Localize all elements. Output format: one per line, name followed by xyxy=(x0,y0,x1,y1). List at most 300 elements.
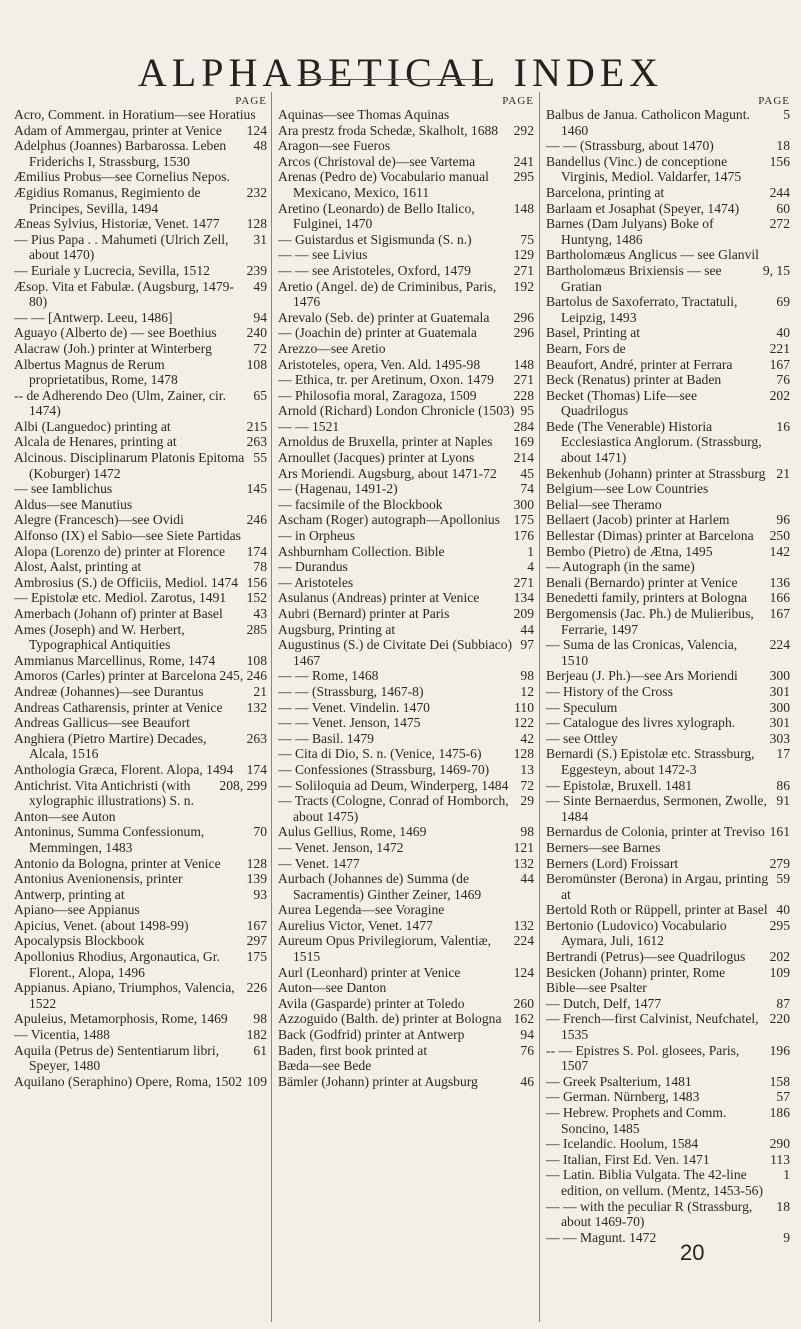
entry-page-ref: 134 xyxy=(513,590,534,606)
index-entry xyxy=(278,996,534,1012)
entry-page-ref: 98 xyxy=(253,1011,267,1027)
entry-page-ref: 136 xyxy=(769,574,790,590)
index-entry xyxy=(14,481,267,497)
index-entry xyxy=(14,871,267,887)
entry-heading: — — see Livius xyxy=(278,247,368,263)
index-entry xyxy=(278,279,534,310)
index-entry xyxy=(278,544,534,560)
entry-page-ref: 76 xyxy=(776,372,790,388)
index-entry xyxy=(278,606,534,622)
entry-page-ref: 176 xyxy=(513,528,534,544)
entry-heading: — Ethica, tr. per Aretinum, Oxon. 1479 xyxy=(278,372,494,388)
entry-heading: — — Magunt. 1472 xyxy=(546,1229,657,1245)
entry-page-ref: 29 xyxy=(520,793,534,809)
index-entry xyxy=(546,668,790,684)
entry-heading: — Epistolæ, Bruxell. 1481 xyxy=(546,777,693,793)
entry-page-ref: 271 xyxy=(513,574,534,590)
index-entry xyxy=(14,856,267,872)
entry-page-ref: 221 xyxy=(769,340,790,356)
index-entry xyxy=(546,840,790,856)
page-column-header: PAGE xyxy=(502,95,534,107)
entry-page-ref: 272 xyxy=(769,216,790,232)
entry-heading: Alegre (Francesch)—see Ovidi xyxy=(14,512,184,528)
entry-heading: — Sinte Bernaerdus, Sermonen, Zwolle, 1484 xyxy=(546,793,767,824)
entry-heading: Bartholomæus Anglicus — see Glanvil xyxy=(546,247,759,263)
index-entry xyxy=(14,341,267,357)
index-entry xyxy=(14,450,267,481)
entry-page-ref: 12 xyxy=(520,683,534,699)
entry-page-ref: 167 xyxy=(246,917,267,933)
index-entry xyxy=(278,1058,534,1074)
entry-heading: Bämler (Johann) printer at Augsburg xyxy=(278,1073,478,1089)
entry-page-ref: 226 xyxy=(246,980,267,996)
entry-heading: Azzoguido (Balth. de) printer at Bologna xyxy=(278,1011,502,1027)
entry-heading: — (Joachin de) printer at Guatemala xyxy=(278,325,477,341)
entry-heading: Alcinous. Disciplinarum Platonis Epitoma (Koburger) 1472 xyxy=(14,450,245,481)
index-entry xyxy=(278,434,534,450)
entry-heading: — — see Aristoteles, Oxford, 1479 xyxy=(278,262,471,278)
entry-heading: — Venet. Jenson, 1472 xyxy=(278,839,404,855)
entry-heading: — — Basil. 1479 xyxy=(278,730,374,746)
entry-heading: Andreas Gallicus—see Beaufort xyxy=(14,715,190,731)
entry-page-ref: 122 xyxy=(513,715,534,731)
entry-heading: Albi (Languedoc) printing at xyxy=(14,418,171,434)
index-entry xyxy=(278,450,534,466)
entry-heading: Ashburnham Collection. Bible xyxy=(278,543,445,559)
index-entry xyxy=(546,856,790,872)
index-entry xyxy=(546,637,790,668)
entry-heading: Albertus Magnus de Rerum proprietatibus, Rome, 1478 xyxy=(14,356,178,388)
entry-heading: — — (Strassburg, about 1470) xyxy=(546,138,714,154)
entry-heading: Ascham (Roger) autograph—Apollonius xyxy=(278,512,500,528)
entry-heading: Aquilano (Seraphino) Opere, Roma, 1502 xyxy=(14,1073,243,1089)
index-entry xyxy=(546,1230,790,1246)
index-entry xyxy=(546,1152,790,1168)
entry-page-ref: 43 xyxy=(253,606,267,621)
entry-page-ref: 156 xyxy=(769,153,790,169)
index-entry xyxy=(546,466,790,482)
entry-page-ref: 152 xyxy=(246,590,267,606)
entry-page-ref: 215 xyxy=(246,418,267,434)
entry-heading: Augustinus (S.) de Civitate Dei (Subbiaco) 1467 xyxy=(278,637,513,668)
index-entry xyxy=(14,512,267,528)
entry-page-ref: 263 xyxy=(246,434,267,450)
index-entry xyxy=(546,1089,790,1105)
entry-heading: Ammianus Marcellinus, Rome, 1474 xyxy=(14,652,216,668)
entry-page-ref: 142 xyxy=(769,543,790,559)
index-entry xyxy=(14,622,267,653)
entry-heading: Bandellus (Vinc.) de conceptione Virginis, Mediol. Valdarfer, 1475 xyxy=(546,153,742,185)
index-entry xyxy=(14,419,267,435)
index-entry xyxy=(14,949,267,980)
entry-heading: Æneas Sylvius, Historiæ, Venet. 1477 xyxy=(14,216,220,232)
index-entry xyxy=(14,1027,267,1043)
entry-heading: Aretino (Leonardo) de Bello Italico, Fulginei, 1470 xyxy=(278,200,475,232)
entry-page-ref: 208, 299 xyxy=(219,777,267,793)
entry-heading: Antonius Avenionensis, printer xyxy=(14,871,183,887)
index-entry xyxy=(546,902,790,918)
index-entry xyxy=(14,668,267,684)
entry-heading: Auton—see Danton xyxy=(278,980,387,996)
entry-page-ref: 220 xyxy=(769,1011,790,1027)
index-entry xyxy=(546,824,790,840)
entry-heading: Belial—see Theramo xyxy=(546,496,662,512)
index-entry xyxy=(278,793,534,824)
entry-heading: Beromünster (Berona) in Argau, printing at xyxy=(546,871,769,902)
entry-heading: Bertrandi (Petrus)—see Quadrilogus xyxy=(546,949,746,965)
index-entry xyxy=(278,107,534,123)
entry-page-ref: 285 xyxy=(246,621,267,637)
entry-page-ref: 13 xyxy=(520,761,534,777)
entry-heading: Avila (Gasparde) printer at Toledo xyxy=(278,995,465,1011)
index-entry xyxy=(278,388,534,404)
entry-heading: Beaufort, André, printer at Ferrara xyxy=(546,356,733,372)
index-entry xyxy=(278,357,534,373)
entry-heading: — Epistolæ etc. Mediol. Zarotus, 1491 xyxy=(14,590,227,606)
entry-page-ref: 297 xyxy=(246,933,267,949)
index-entry xyxy=(14,497,267,513)
entry-heading: Ara prestz froda Schedæ, Skalholt, 1688 xyxy=(278,122,499,138)
index-entry xyxy=(278,1074,534,1090)
entry-heading: Alost, Aalst, printing at xyxy=(14,559,142,575)
index-entry xyxy=(278,263,534,279)
entry-page-ref: 295 xyxy=(513,169,534,185)
index-entry xyxy=(546,138,790,154)
entry-heading: Back (Godfrid) printer at Antwerp xyxy=(278,1027,465,1043)
index-entry xyxy=(546,980,790,996)
index-entry xyxy=(546,294,790,325)
index-entry xyxy=(546,996,790,1012)
index-entry xyxy=(278,980,534,996)
entry-heading: Balbus de Janua. Catholicon Magunt. 1460 xyxy=(546,107,750,138)
index-entry xyxy=(14,216,267,232)
entry-heading: Bede (The Venerable) Historia Ecclesiastica Anglorum. (Strassburg, about 1471) xyxy=(546,418,762,466)
entry-page-ref: 109 xyxy=(769,964,790,980)
entry-heading: Aragon—see Fueros xyxy=(278,138,391,154)
entry-heading: Asulanus (Andreas) printer at Venice xyxy=(278,590,480,606)
entry-heading: Alfonso (IX) el Sabio—see Siete Partidas xyxy=(14,528,241,544)
index-entry xyxy=(278,528,534,544)
entry-page-ref: 94 xyxy=(253,309,267,325)
entry-page-ref: 49 xyxy=(253,278,267,294)
entry-heading: — Confessiones (Strassburg, 1469-70) xyxy=(278,761,490,777)
entry-heading: Aureum Opus Privilegiorum, Valentiæ, 1515 xyxy=(278,933,492,965)
entry-page-ref: 129 xyxy=(513,247,534,263)
index-entry xyxy=(14,325,267,341)
index-entry xyxy=(278,138,534,154)
index-entry xyxy=(278,918,534,934)
entry-heading: Antwerp, printing at xyxy=(14,886,125,902)
index-entry xyxy=(546,1105,790,1136)
index-entry xyxy=(278,575,534,591)
entry-page-ref: 124 xyxy=(246,122,267,138)
index-entry xyxy=(546,700,790,716)
index-entry xyxy=(14,933,267,949)
entry-page-ref: 44 xyxy=(520,621,534,637)
entry-page-ref: 228 xyxy=(513,387,534,403)
index-entry xyxy=(14,388,267,419)
entry-page-ref: 301 xyxy=(769,683,790,699)
index-entry xyxy=(546,512,790,528)
entry-heading: — — Rome, 1468 xyxy=(278,668,379,684)
entry-page-ref: 167 xyxy=(769,356,790,372)
index-entry xyxy=(278,154,534,170)
index-entry xyxy=(546,372,790,388)
entry-page-ref: 18 xyxy=(776,138,790,154)
entry-heading: — Autograph (in the same) xyxy=(546,559,695,575)
entry-page-ref: 59 xyxy=(776,871,790,887)
index-entry xyxy=(546,357,790,373)
entry-page-ref: 128 xyxy=(246,216,267,232)
entry-heading: Augsburg, Printing at xyxy=(278,621,396,637)
entry-heading: Bellaert (Jacob) printer at Harlem xyxy=(546,512,730,528)
entry-heading: Berjeau (J. Ph.)—see Ars Moriendi xyxy=(546,668,738,684)
index-entry xyxy=(278,1043,534,1059)
index-entry xyxy=(14,809,267,825)
entry-heading: — Suma de las Cronicas, Valencia, 1510 xyxy=(546,637,738,668)
index-entry xyxy=(546,1199,790,1230)
entry-heading: Benali (Bernardo) printer at Venice xyxy=(546,574,738,590)
entry-page-ref: 263 xyxy=(246,730,267,746)
entry-page-ref: 167 xyxy=(769,606,790,621)
entry-heading: Alacraw (Joh.) printer at Winterberg xyxy=(14,340,212,356)
entry-heading: Adam of Ammergau, printer at Venice xyxy=(14,122,222,138)
title-rule xyxy=(300,79,490,80)
entry-heading: Aquila (Petrus de) Sententiarum libri, Speyer, 1480 xyxy=(14,1042,219,1074)
entry-page-ref: 86 xyxy=(776,777,790,793)
index-entry xyxy=(278,856,534,872)
entry-heading: Adelphus (Joannes) Barbarossa. Leben Friderichs I, Strassburg, 1530 xyxy=(14,138,227,169)
entry-page-ref: 158 xyxy=(769,1073,790,1089)
entry-page-ref: 31 xyxy=(253,231,267,247)
entry-list xyxy=(278,107,534,1089)
page-column-header: PAGE xyxy=(758,95,790,107)
entry-list xyxy=(14,107,267,1089)
entry-page-ref: 74 xyxy=(520,481,534,497)
index-entry xyxy=(546,201,790,217)
index-entry xyxy=(278,902,534,918)
index-entry xyxy=(14,232,267,263)
entry-page-ref: 9 xyxy=(783,1229,790,1245)
entry-heading: Apocalypsis Blockbook xyxy=(14,933,145,949)
entry-heading: Bertold Roth or Rüppell, printer at Basel xyxy=(546,902,768,918)
index-entry xyxy=(278,310,534,326)
index-entry xyxy=(278,466,534,482)
index-entry xyxy=(14,310,267,326)
entry-page-ref: 1 xyxy=(527,543,534,559)
entry-heading: Aurelius Victor, Venet. 1477 xyxy=(278,917,433,933)
entry-page-ref: 57 xyxy=(776,1089,790,1105)
index-entry xyxy=(546,918,790,949)
index-entry xyxy=(546,965,790,981)
index-entry xyxy=(278,824,534,840)
entry-page-ref: 224 xyxy=(769,637,790,653)
entry-heading: — Durandus xyxy=(278,559,348,575)
index-entry xyxy=(278,497,534,513)
entry-page-ref: 65 xyxy=(253,387,267,403)
entry-page-ref: 87 xyxy=(776,995,790,1011)
index-entry xyxy=(278,481,534,497)
entry-heading: Bergomensis (Jac. Ph.) de Mulieribus, Ferrarie, 1497 xyxy=(546,606,754,637)
entry-page-ref: 40 xyxy=(776,902,790,918)
index-entry xyxy=(278,840,534,856)
entry-page-ref: 292 xyxy=(513,122,534,138)
index-entry xyxy=(546,1011,790,1042)
entry-heading: — Dutch, Delf, 1477 xyxy=(546,995,662,1011)
entry-heading: — — [Antwerp. Leeu, 1486] xyxy=(14,309,173,325)
index-entry xyxy=(546,481,790,497)
index-column-2 xyxy=(278,95,534,1280)
page-column-header: PAGE xyxy=(235,95,267,107)
entry-heading: Barnes (Dam Julyans) Boke of Huntyng, 1486 xyxy=(546,216,714,247)
entry-heading: — — (Strassburg, 1467-8) xyxy=(278,683,424,699)
entry-page-ref: 121 xyxy=(513,839,534,855)
entry-heading: — (Hagenau, 1491-2) xyxy=(278,481,398,497)
entry-heading: Appianus. Apiano, Triumphos, Valencia, 1522 xyxy=(14,980,235,1011)
entry-heading: Bernardi (S.) Epistolæ etc. Strassburg, Eggesteyn, about 1472-3 xyxy=(546,746,755,777)
index-entry xyxy=(546,684,790,700)
entry-page-ref: 45 xyxy=(520,465,534,481)
entry-heading: Amerbach (Johann of) printer at Basel xyxy=(14,606,223,621)
index-entry xyxy=(278,403,534,419)
entry-heading: — Italian, First Ed. Ven. 1471 xyxy=(546,1151,710,1167)
entry-heading: Aurl (Leonhard) printer at Venice xyxy=(278,964,461,980)
index-entry xyxy=(278,715,534,731)
entry-page-ref: 132 xyxy=(513,855,534,871)
index-entry xyxy=(278,325,534,341)
index-entry xyxy=(14,169,267,185)
index-entry xyxy=(546,1043,790,1074)
index-entry xyxy=(278,933,534,964)
entry-heading: — — 1521 xyxy=(278,418,340,434)
entry-page-ref: 110 xyxy=(514,699,534,715)
entry-page-ref: 48 xyxy=(253,138,267,154)
entry-heading: Besicken (Johann) printer, Rome xyxy=(546,964,726,980)
entry-page-ref: 202 xyxy=(769,949,790,965)
entry-page-ref: 162 xyxy=(513,1011,534,1027)
entry-heading: Aurbach (Johannes de) Summa (de Sacramentis) Ginther Zeiner, 1469 xyxy=(278,871,482,902)
index-entry xyxy=(278,1027,534,1043)
entry-heading: Bartholomæus Brixiensis — see Gratian xyxy=(546,262,722,294)
entry-heading: Aurea Legenda—see Voragine xyxy=(278,902,445,918)
index-entry xyxy=(14,700,267,716)
entry-heading: Amoros (Carles) printer at Barcelona xyxy=(14,668,217,684)
index-entry xyxy=(278,201,534,232)
entry-page-ref: 96 xyxy=(776,512,790,528)
entry-page-ref: 55 xyxy=(253,450,267,466)
entry-heading: Aldus—see Manutius xyxy=(14,496,133,512)
entry-page-ref: 9, 15 xyxy=(762,262,790,278)
index-entry xyxy=(14,918,267,934)
entry-heading: — Soliloquia ad Deum, Winderperg, 1484 xyxy=(278,777,509,793)
entry-page-ref: 128 xyxy=(246,855,267,871)
entry-page-ref: 76 xyxy=(520,1042,534,1058)
entry-heading: — Aristoteles xyxy=(278,574,354,590)
index-entry xyxy=(14,434,267,450)
index-entry xyxy=(546,419,790,466)
entry-page-ref: 46 xyxy=(520,1073,534,1089)
entry-page-ref: 69 xyxy=(776,294,790,310)
entry-heading: Berners—see Barnes xyxy=(546,839,661,855)
entry-heading: Bearn, Fors de xyxy=(546,340,626,356)
entry-page-ref: 1 xyxy=(783,1167,790,1183)
entry-heading: Arnoldus de Bruxella, printer at Naples xyxy=(278,434,493,450)
entry-page-ref: 93 xyxy=(253,886,267,902)
entry-heading: Barlaam et Josaphat (Speyer, 1474) xyxy=(546,200,740,216)
entry-heading: — Euriale y Lucrecia, Sevilla, 1512 xyxy=(14,262,210,278)
entry-page-ref: 72 xyxy=(253,340,267,356)
entry-page-ref: 148 xyxy=(513,200,534,216)
index-entry xyxy=(546,154,790,185)
index-entry xyxy=(278,341,534,357)
entry-heading: Apuleius, Metamorphosis, Rome, 1469 xyxy=(14,1011,228,1027)
index-entry xyxy=(546,778,790,794)
index-entry xyxy=(546,544,790,560)
entry-page-ref: 169 xyxy=(513,434,534,450)
entry-heading: — German. Nürnberg, 1483 xyxy=(546,1089,700,1105)
entry-page-ref: 108 xyxy=(246,652,267,668)
entry-page-ref: 232 xyxy=(246,184,267,200)
entry-heading: — Cita di Dio, S. n. (Venice, 1475-6) xyxy=(278,746,482,762)
entry-heading: Antoninus, Summa Confessionum, Memmingen, 1483 xyxy=(14,824,205,855)
index-entry xyxy=(278,668,534,684)
entry-page-ref: 78 xyxy=(253,559,267,575)
entry-page-ref: 166 xyxy=(769,590,790,606)
entry-page-ref: 128 xyxy=(513,746,534,762)
entry-heading: — Philosofia moral, Zaragoza, 1509 xyxy=(278,387,477,403)
entry-page-ref: 295 xyxy=(769,917,790,933)
entry-heading: Bertonio (Ludovico) Vocabulario Aymara, Juli, 1612 xyxy=(546,917,727,949)
page-title: ALPHABETICAL INDEX xyxy=(137,49,664,95)
index-entry xyxy=(546,263,790,294)
entry-page-ref: 124 xyxy=(513,964,534,980)
index-entry xyxy=(14,185,267,216)
entry-page-ref: 239 xyxy=(246,262,267,278)
index-entry xyxy=(546,1074,790,1090)
entry-heading: Benedetti family, printers at Bologna xyxy=(546,590,748,606)
entry-page-ref: 98 xyxy=(520,668,534,684)
entry-heading: — Icelandic. Hoolum, 1584 xyxy=(546,1136,699,1152)
entry-heading: Arenas (Pedro de) Vocabulario manual Mexicano, Mexico, 1611 xyxy=(278,169,489,200)
entry-page-ref: 40 xyxy=(776,325,790,341)
entry-page-ref: 21 xyxy=(253,683,267,699)
entry-page-ref: 214 xyxy=(513,450,534,466)
index-entry xyxy=(278,512,534,528)
entry-page-ref: 271 xyxy=(513,262,534,278)
index-entry xyxy=(278,684,534,700)
entry-page-ref: 202 xyxy=(769,387,790,403)
index-entry xyxy=(546,575,790,591)
entry-list xyxy=(546,107,790,1245)
entry-heading: — in Orpheus xyxy=(278,528,356,544)
entry-heading: Barcelona, printing at xyxy=(546,184,665,200)
entry-page-ref: 113 xyxy=(770,1151,790,1167)
entry-heading: Bernardus de Colonia, printer at Treviso xyxy=(546,824,765,840)
entry-heading: Aulus Gellius, Rome, 1469 xyxy=(278,824,427,840)
entry-page-ref: 70 xyxy=(253,824,267,840)
entry-heading: Ars Moriendi. Augsburg, about 1471-72 xyxy=(278,465,497,481)
entry-heading: Beck (Renatus) printer at Baden xyxy=(546,372,722,388)
index-column-3 xyxy=(546,95,790,1280)
index-entry xyxy=(14,824,267,855)
index-entry xyxy=(278,372,534,388)
entry-heading: Bæda—see Bede xyxy=(278,1058,372,1074)
index-entry xyxy=(546,793,790,824)
entry-page-ref: 260 xyxy=(513,995,534,1011)
entry-page-ref: 42 xyxy=(520,730,534,746)
index-entry xyxy=(546,528,790,544)
entry-heading: — Catalogue des livres xylograph. xyxy=(546,715,736,731)
